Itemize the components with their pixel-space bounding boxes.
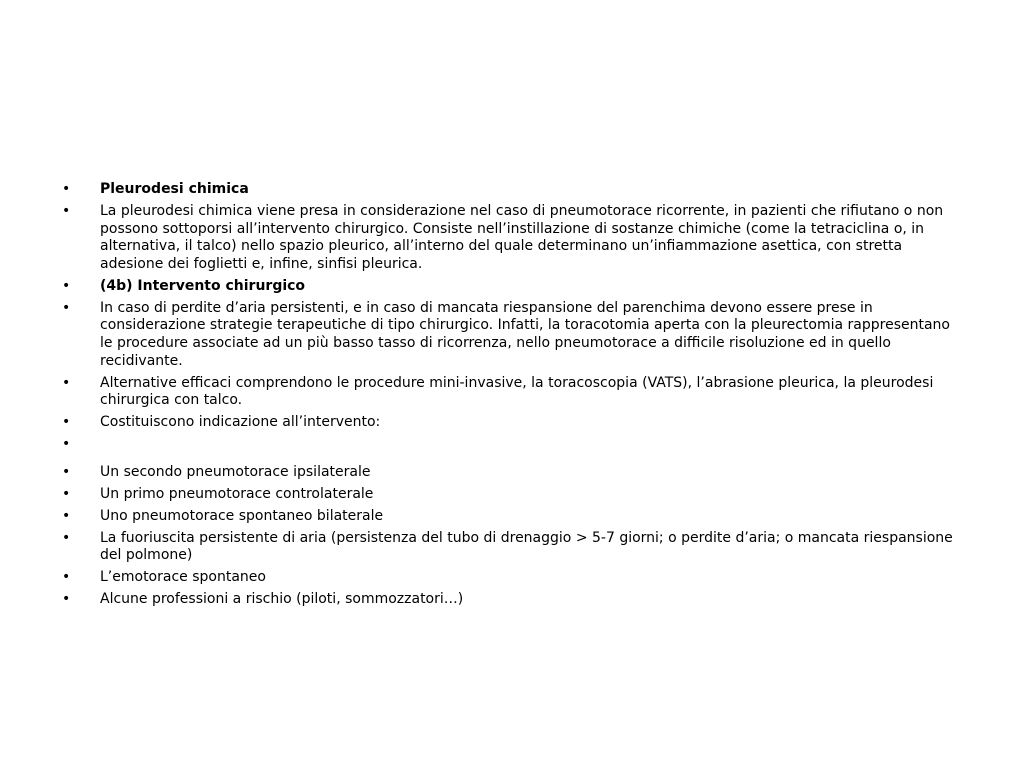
bullet-heading: Pleurodesi chimica bbox=[100, 181, 249, 197]
bullet-item bbox=[62, 375, 962, 410]
bullet-icon: • bbox=[62, 569, 71, 586]
bullet-icon: • bbox=[62, 374, 71, 391]
bullet-icon: • bbox=[62, 436, 71, 453]
bullet-text: Alcune professioni a rischio (piloti, sommozzatori…) bbox=[100, 591, 464, 608]
bullet-icon: • bbox=[62, 485, 71, 502]
bullet-item bbox=[62, 486, 962, 504]
bullet-item bbox=[62, 464, 962, 482]
bullet-item bbox=[62, 508, 962, 526]
bullet-item bbox=[62, 591, 962, 609]
bullet-icon: • bbox=[62, 202, 71, 219]
bullet-icon: • bbox=[62, 507, 71, 524]
bullet-icon: • bbox=[62, 591, 71, 608]
bullet-item bbox=[62, 300, 962, 370]
bullet-text: In caso di perdite d’aria persistenti, e in caso di mancata riespansione del parenchima devono essere prese in considerazione strategie terapeutiche di tipo chirurgico. Infatti, la toracotomia aperta con la pleurectomia rappresentano le procedure associate ad un più basso tasso di ricorrenza, nello pneumotorace a difficile risoluzione ed in quello recidivante. bbox=[100, 299, 950, 369]
bullet-icon: • bbox=[62, 529, 71, 546]
bullet-text: Alternative efficaci comprendono le procedure mini-invasive, la toracoscopia (VATS), l’abrasione pleurica, la pleurodesi chirurgica con talco. bbox=[100, 374, 934, 409]
bullet-item-empty bbox=[62, 436, 962, 459]
bullet-icon: • bbox=[62, 463, 71, 480]
bullet-item bbox=[62, 414, 962, 432]
bullet-icon: • bbox=[62, 299, 71, 316]
bullet-text: Costituiscono indicazione all’intervento: bbox=[100, 414, 381, 431]
bullet-text: L’emotorace spontaneo bbox=[100, 569, 266, 586]
bullet-icon: • bbox=[62, 277, 71, 294]
bullet-icon: • bbox=[62, 414, 71, 431]
bullet-text: Uno pneumotorace spontaneo bilaterale bbox=[100, 507, 384, 524]
bullet-text: La pleurodesi chimica viene presa in considerazione nel caso di pneumotorace ricorrente, in pazienti che rifiutano o non possono sottoporsi all’intervento chirurgico. Consiste nell’instillazione di sostanze chimiche (come la tetraciclina o, in alternativa, il talco) nello spazio pleurico, all’interno del quale determinano un’infiammazione asettica, con stretta adesione dei foglietti e, infine, sinfisi pleurica. bbox=[100, 202, 944, 272]
bullet-item bbox=[62, 203, 962, 273]
bullet-text: Un primo pneumotorace controlaterale bbox=[100, 485, 374, 502]
bullet-heading: (4b) Intervento chirurgico bbox=[100, 277, 306, 294]
bullet-icon: • bbox=[62, 181, 71, 197]
bullet-text: La fuoriuscita persistente di aria (persistenza del tubo di drenaggio > 5-7 giorni; o perdite d’aria; o mancata riespansione del polmone) bbox=[100, 529, 953, 564]
bullet-item bbox=[62, 278, 962, 296]
bullet-item bbox=[62, 569, 962, 587]
bullet-list bbox=[62, 181, 962, 613]
bullet-text: Un secondo pneumotorace ipsilaterale bbox=[100, 463, 371, 480]
bullet-item bbox=[62, 181, 962, 199]
bullet-item bbox=[62, 530, 962, 565]
